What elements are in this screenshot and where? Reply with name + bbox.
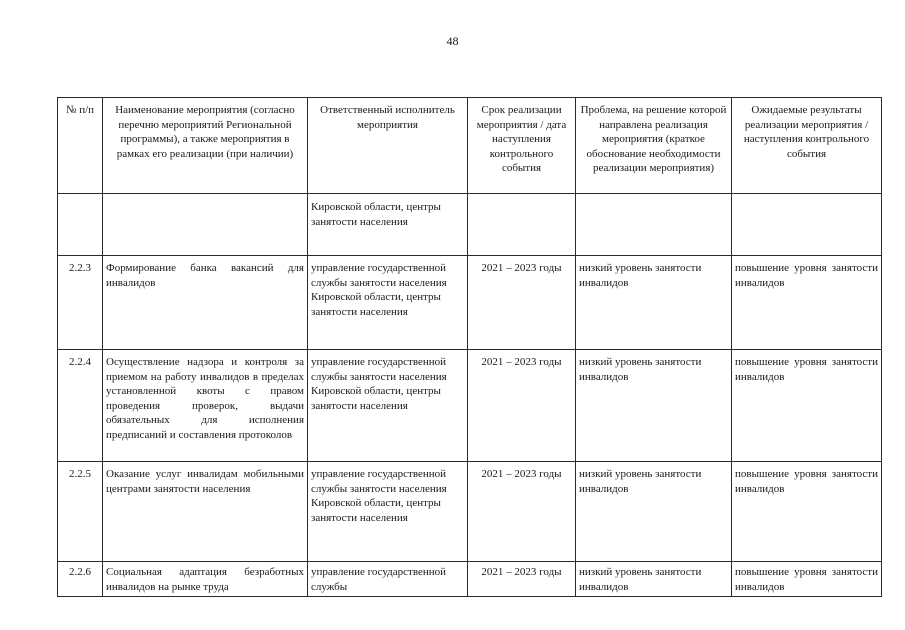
cell-executor: управление государственной службы bbox=[308, 562, 468, 597]
cell-term: 2021 – 2023 годы bbox=[468, 256, 576, 350]
cell-number: 2.2.6 bbox=[58, 562, 103, 597]
cell-number: 2.2.5 bbox=[58, 462, 103, 562]
cell-executor: Кировской области, центры занятости населения bbox=[308, 194, 468, 256]
table-row bbox=[58, 562, 882, 597]
table-row bbox=[58, 256, 882, 350]
header-problem: Проблема, на решение которой направлена реализация мероприятия (краткое обоснование необходимости реализации мероприятия) bbox=[576, 98, 732, 194]
cell-term: 2021 – 2023 годы bbox=[468, 562, 576, 597]
cell-measure-name: Формирование банка вакансий для инвалидов bbox=[103, 256, 308, 350]
table-row-continuation bbox=[58, 194, 882, 256]
cell-executor: управление государственной службы занятости населения Кировской области, центры занятости населения bbox=[308, 462, 468, 562]
cell-measure-name bbox=[103, 194, 308, 256]
cell-term: 2021 – 2023 годы bbox=[468, 462, 576, 562]
cell-executor: управление государственной службы занятости населения Кировской области, центры занятости населения bbox=[308, 256, 468, 350]
cell-executor: управление государственной службы занятости населения Кировской области, центры занятости населения bbox=[308, 350, 468, 462]
cell-problem: низкий уровень занятости инвалидов bbox=[576, 462, 732, 562]
cell-number: 2.2.4 bbox=[58, 350, 103, 462]
cell-term: 2021 – 2023 годы bbox=[468, 350, 576, 462]
cell-result: повышение уровня занятости инвалидов bbox=[732, 350, 882, 462]
cell-result: повышение уровня занятости инвалидов bbox=[732, 462, 882, 562]
cell-result: повышение уровня занятости инвалидов bbox=[732, 256, 882, 350]
header-result: Ожидаемые результаты реализации мероприятия / наступления контрольного события bbox=[732, 98, 882, 194]
header-term: Срок реализации мероприятия / дата наступления контрольного события bbox=[468, 98, 576, 194]
cell-problem bbox=[576, 194, 732, 256]
header-measure-name: Наименование мероприятия (согласно перечню мероприятий Региональной программы), а также мероприятия в рамках его реализации (при наличии) bbox=[103, 98, 308, 194]
cell-result: повышение уровня занятости инвалидов bbox=[732, 562, 882, 597]
cell-measure-name: Осуществление надзора и контроля за приемом на работу инвалидов в пределах установленной квоты с правом проведения проверок, выдачи обязательных для исполнения предписаний и составления протоколов bbox=[103, 350, 308, 462]
header-number: № п/п bbox=[58, 98, 103, 194]
measures-table bbox=[57, 97, 882, 597]
cell-number bbox=[58, 194, 103, 256]
table-header-row bbox=[58, 98, 882, 194]
cell-measure-name: Оказание услуг инвалидам мобильными центрами занятости населения bbox=[103, 462, 308, 562]
cell-number: 2.2.3 bbox=[58, 256, 103, 350]
cell-problem: низкий уровень занятости инвалидов bbox=[576, 562, 732, 597]
cell-result bbox=[732, 194, 882, 256]
cell-term bbox=[468, 194, 576, 256]
cell-problem: низкий уровень занятости инвалидов bbox=[576, 256, 732, 350]
table-row bbox=[58, 350, 882, 462]
header-executor: Ответственный исполнитель мероприятия bbox=[308, 98, 468, 194]
table-row bbox=[58, 462, 882, 562]
page-number: 48 bbox=[446, 34, 459, 48]
cell-measure-name: Социальная адаптация безработных инвалидов на рынке труда bbox=[103, 562, 308, 597]
cell-problem: низкий уровень занятости инвалидов bbox=[576, 350, 732, 462]
